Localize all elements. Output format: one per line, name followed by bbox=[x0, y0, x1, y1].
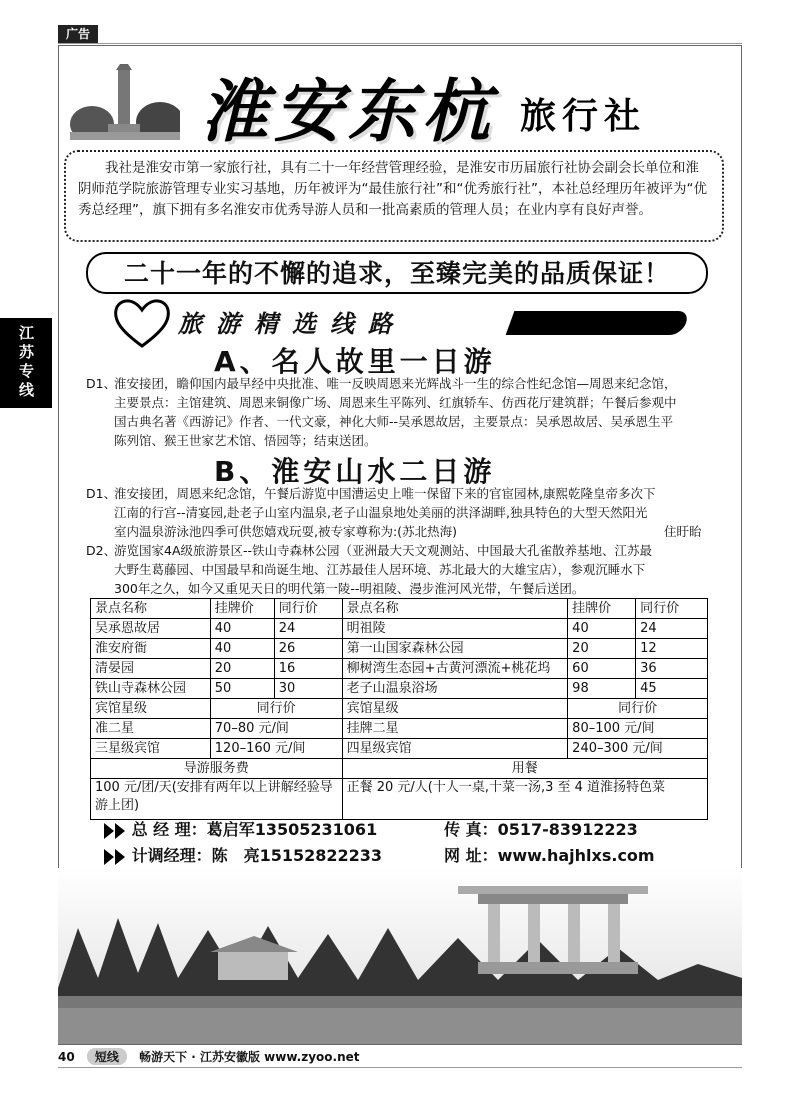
table-cell: 30 bbox=[274, 679, 342, 699]
company-intro: 我社是淮安市第一家旅行社，具有二十一年经营管理经验，是淮安市历届旅行社协会副会长单位和淮阴师范学院旅游管理专业实习基地，历年被评为“最佳旅行社”和“优秀旅行社”，本社总经理历年被评为“优秀总经理”，旗下拥有多名淮安市优秀导游人员和一批高素质的管理人员；在业内享有良好声誉。 bbox=[64, 150, 724, 242]
table-cell: 40 bbox=[210, 619, 274, 639]
table-cell: 第一山国家森林公园 bbox=[342, 639, 568, 659]
day-line: 室内温泉游泳池四季可供您嬉戏玩耍,被专家尊称为:(苏北热海) bbox=[114, 524, 457, 539]
arrow-icon bbox=[104, 849, 114, 865]
table-header: 景点名称 bbox=[342, 599, 568, 619]
footer-text: 畅游天下 · 江苏安徽版 www.zyoo.net bbox=[139, 1050, 360, 1064]
table-cell: 清晏园 bbox=[91, 659, 211, 679]
brand-name: 淮安东杭 bbox=[200, 72, 497, 152]
table-cell: 三星级宾馆 bbox=[91, 739, 211, 759]
arrow-icon bbox=[115, 849, 125, 865]
table-cell: 50 bbox=[210, 679, 274, 699]
contact-value: www.hajhlxs.com bbox=[497, 846, 655, 865]
route-b-title: B、淮安山水二日游 bbox=[214, 455, 496, 488]
table-cell: 26 bbox=[274, 639, 342, 659]
day-line: 300年之久，如今又重见天日的明代第一陵--明祖陵、漫步淮河风光带，午餐后送团。 bbox=[114, 581, 585, 596]
routes-section-title: 旅游精选线路 bbox=[178, 309, 406, 338]
table-cell: 12 bbox=[636, 639, 708, 659]
table-header: 景点名称 bbox=[91, 599, 211, 619]
day-label: D1、 bbox=[86, 486, 117, 501]
table-header: 宾馆星级 bbox=[342, 699, 568, 719]
price-table bbox=[90, 598, 708, 820]
table-header: 导游服务费 bbox=[91, 759, 343, 779]
table-row bbox=[91, 779, 708, 820]
contact-row bbox=[104, 844, 655, 868]
arrow-icon bbox=[115, 823, 125, 839]
arrow-icon bbox=[104, 823, 114, 839]
table-cell: 98 bbox=[568, 679, 636, 699]
table-cell: 老子山温泉浴场 bbox=[342, 679, 568, 699]
day-label: D1、 bbox=[86, 376, 117, 391]
table-header: 挂牌价 bbox=[210, 599, 274, 619]
table-cell: 正餐 20 元/人(十人一桌,十菜一汤,3 至 4 道淮扬特色菜 bbox=[342, 779, 707, 820]
day-label: D2、 bbox=[86, 543, 117, 558]
table-header-row bbox=[91, 699, 708, 719]
table-cell: 40 bbox=[210, 639, 274, 659]
table-header: 宾馆星级 bbox=[91, 699, 211, 719]
table-row bbox=[91, 679, 708, 699]
table-header: 同行价 bbox=[274, 599, 342, 619]
table-header: 同行价 bbox=[210, 699, 342, 719]
contact-value: 葛启军13505231061 bbox=[206, 820, 378, 839]
table-cell: 20 bbox=[210, 659, 274, 679]
table-cell: 24 bbox=[636, 619, 708, 639]
table-row bbox=[91, 619, 708, 639]
ad-tag: 广告 bbox=[58, 25, 98, 43]
route-a-title: A、名人故里一日游 bbox=[214, 345, 496, 378]
table-header-row bbox=[91, 759, 708, 779]
table-cell: 20 bbox=[568, 639, 636, 659]
table-header: 同行价 bbox=[568, 699, 708, 719]
top-divider bbox=[58, 43, 742, 44]
table-cell: 240–300 元/间 bbox=[568, 739, 708, 759]
table-cell: 铁山寺森林公园 bbox=[91, 679, 211, 699]
overnight-stay: 住盱眙 bbox=[664, 524, 702, 539]
routes-title-bar bbox=[506, 311, 691, 335]
table-cell: 36 bbox=[636, 659, 708, 679]
lakeside-scenery-photo bbox=[58, 868, 742, 1044]
table-cell: 16 bbox=[274, 659, 342, 679]
table-cell: 120–160 元/间 bbox=[210, 739, 342, 759]
side-section-tab: 江苏专线 bbox=[0, 318, 52, 408]
day-line: 游览国家4A级旅游景区--铁山寺森林公园（亚洲最大天文观测站、中国最大孔雀散养基地、江苏最 bbox=[114, 543, 653, 558]
contact-label: 计调经理： bbox=[131, 846, 212, 865]
monument-photo bbox=[70, 62, 180, 140]
section-badge: 短线 bbox=[87, 1048, 127, 1065]
table-header-row bbox=[91, 599, 708, 619]
table-row bbox=[91, 739, 708, 759]
table-cell: 24 bbox=[274, 619, 342, 639]
day-line: 江南的行宫--清宴园,赴老子山室内温泉,老子山温泉地处美丽的洪泽湖畔,独具特色的大型天然阳光 bbox=[114, 505, 648, 520]
contact-label: 传 真： bbox=[444, 820, 498, 839]
contact-value: 0517-83912223 bbox=[497, 820, 638, 839]
page-footer bbox=[58, 1048, 360, 1065]
slogan-banner: 二十一年的不懈的追求，至臻完美的品质保证！ bbox=[86, 252, 708, 294]
footer-divider bbox=[58, 1067, 742, 1068]
table-cell: 四星级宾馆 bbox=[342, 739, 568, 759]
brand-suffix: 旅行社 bbox=[520, 95, 647, 137]
contact-fax bbox=[444, 818, 638, 842]
table-row bbox=[91, 639, 708, 659]
table-cell: 45 bbox=[636, 679, 708, 699]
table-row bbox=[91, 659, 708, 679]
table-cell: 吴承恩故居 bbox=[91, 619, 211, 639]
table-cell: 100 元/团/天(安排有两年以上讲解经验导游上团) bbox=[91, 779, 343, 820]
table-cell: 40 bbox=[568, 619, 636, 639]
table-cell: 80–100 元/间 bbox=[568, 719, 708, 739]
table-header: 用餐 bbox=[342, 759, 707, 779]
heart-icon bbox=[112, 296, 172, 350]
day-line: 陈列馆、猴王世家艺术馆、悟园等；结束送团。 bbox=[114, 433, 377, 448]
contact-value: 陈 亮15152822233 bbox=[211, 846, 383, 865]
table-cell: 柳树湾生态园+古黄河漂流+桃花坞 bbox=[342, 659, 568, 679]
table-header: 挂牌价 bbox=[568, 599, 636, 619]
table-cell: 明祖陵 bbox=[342, 619, 568, 639]
day-line: 国古典名著《西游记》作者、一代文豪，神化大师--吴承恩故居，主要景点：吴承恩故居、吴承恩生平 bbox=[114, 414, 674, 429]
day-line: 大野生葛藤园、中国最早和尚诞生地、江苏最佳人居环境、苏北最大的大雄宝店），参观沉睡水下 bbox=[114, 562, 646, 577]
contact-label: 网 址： bbox=[444, 846, 498, 865]
table-cell: 70–80 元/间 bbox=[210, 719, 342, 739]
table-cell: 准二星 bbox=[91, 719, 211, 739]
table-cell: 淮安府衙 bbox=[91, 639, 211, 659]
day-line: 淮安接团，周恩来纪念馆，午餐后游览中国漕运史上唯一保留下来的官宦园林,康熙乾隆皇帝多次下 bbox=[114, 486, 656, 501]
day-line: 主要景点：主馆建筑、周恩来铜像广场、周恩来生平陈列、红旗轿车、仿西花厅建筑群；午餐后参观中 bbox=[114, 395, 677, 410]
page-number: 40 bbox=[58, 1050, 75, 1064]
contact-website bbox=[444, 844, 655, 868]
table-row bbox=[91, 719, 708, 739]
table-cell: 挂牌二星 bbox=[342, 719, 568, 739]
contact-row bbox=[104, 818, 638, 842]
table-header: 同行价 bbox=[636, 599, 708, 619]
table-cell: 60 bbox=[568, 659, 636, 679]
day-line: 淮安接团，瞻仰国内最早经中央批准、唯一反映周恩来光辉战斗一生的综合性纪念馆—周恩来纪念馆， bbox=[114, 376, 677, 391]
contact-label: 总 经 理： bbox=[131, 820, 207, 839]
